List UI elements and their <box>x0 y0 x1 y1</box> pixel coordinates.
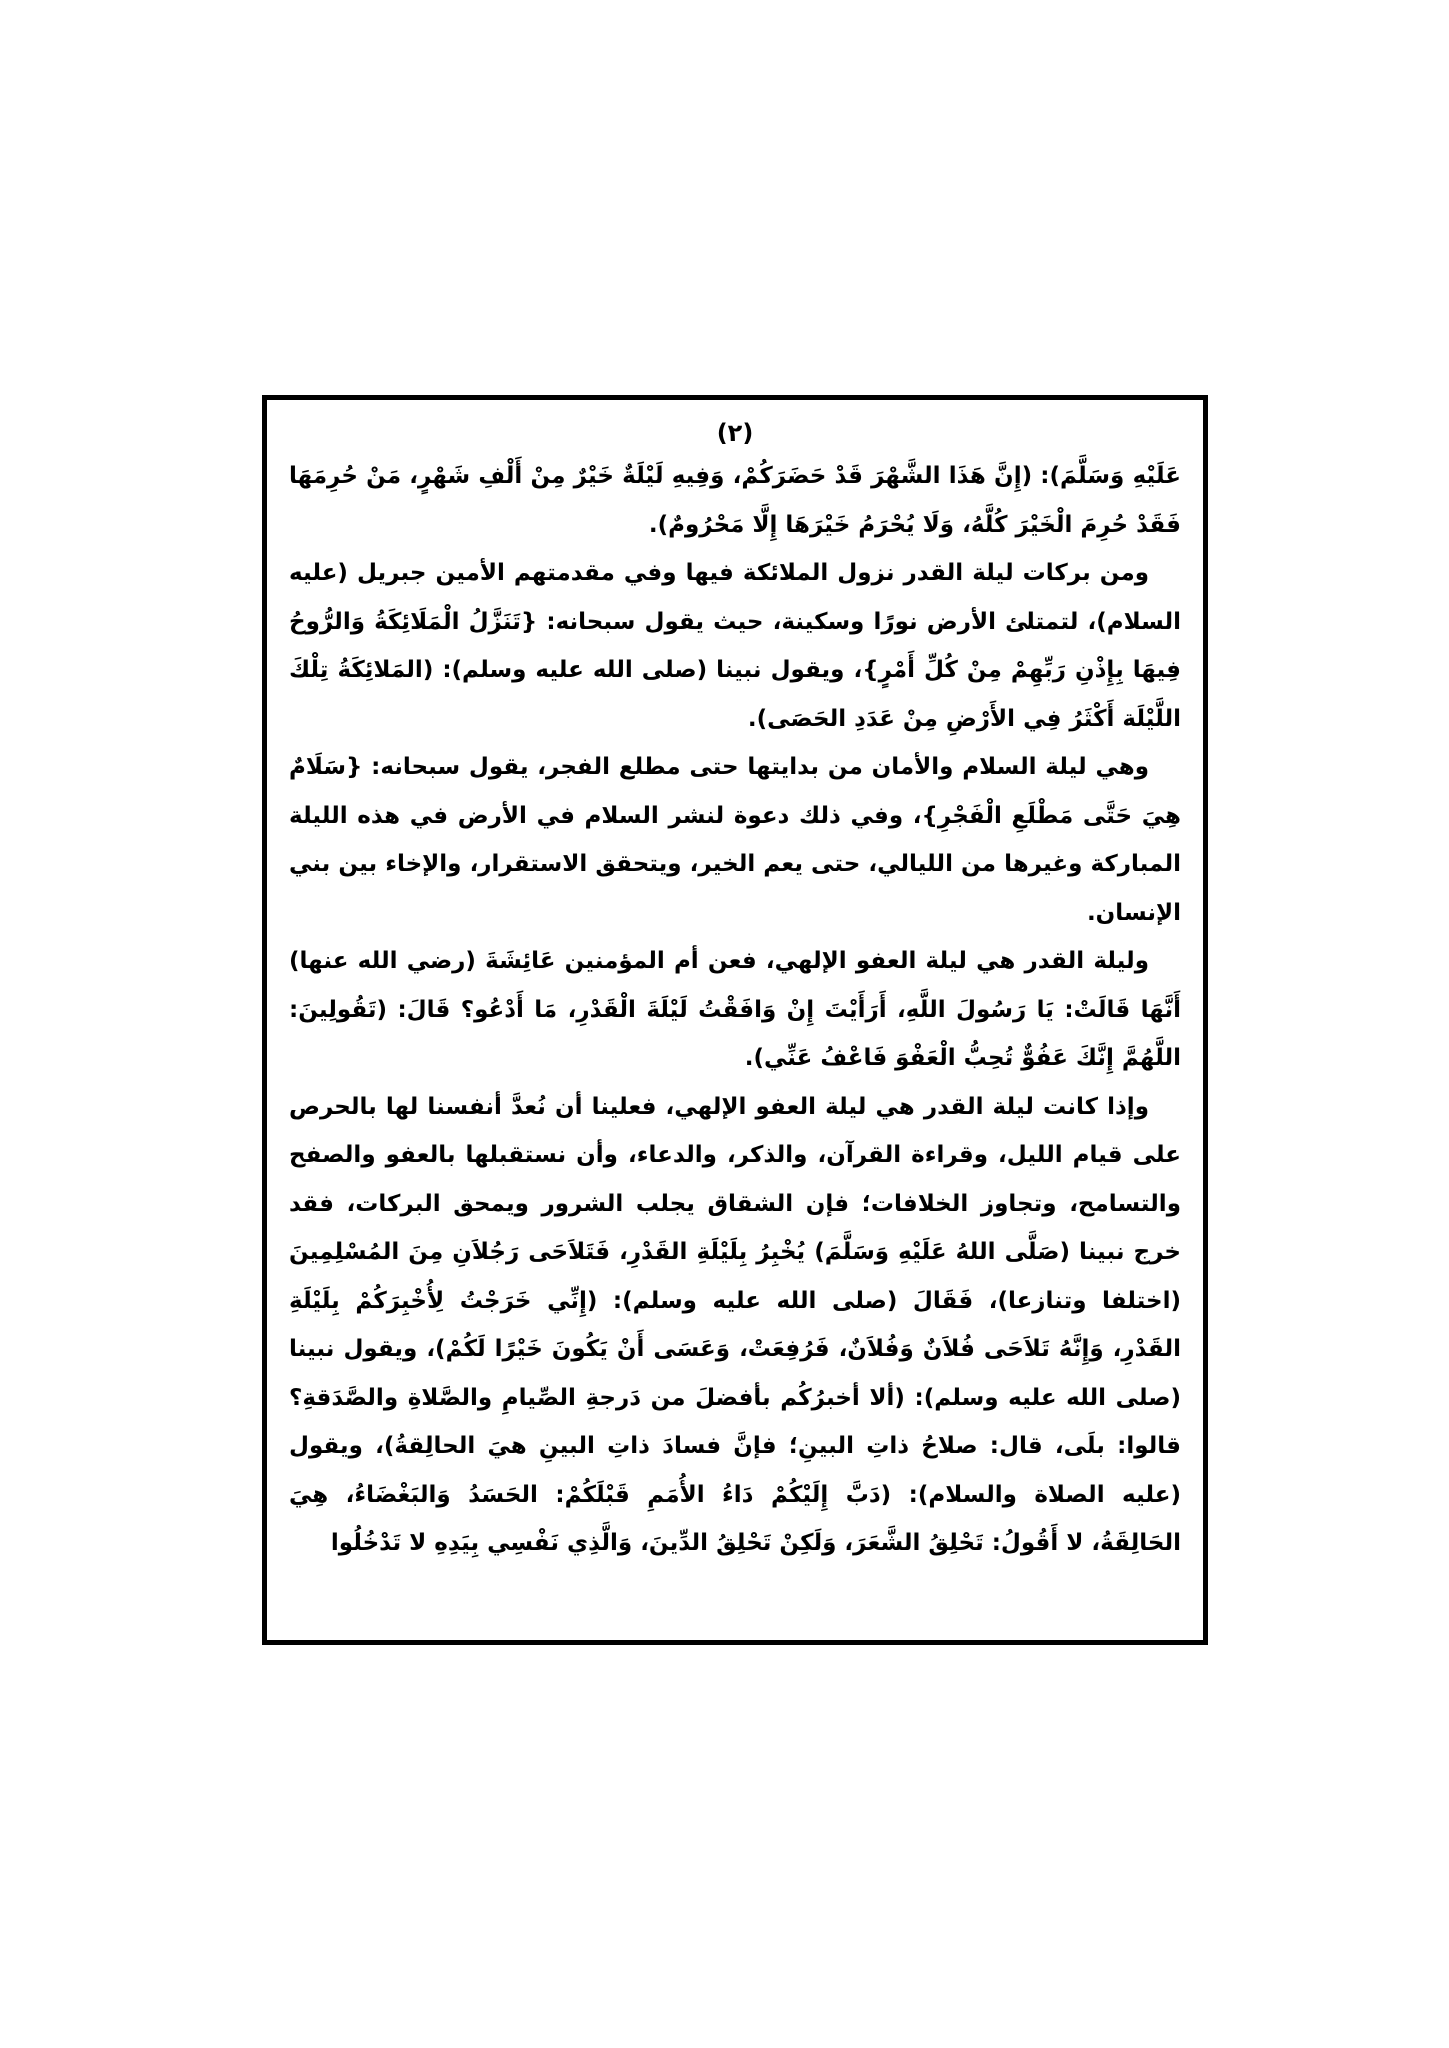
paragraph-angels-descent: ومن بركات ليلة القدر نزول الملائكة فيها وفي مقدمتهم الأمين جبريل (عليه السلام)، لتمتلئ الأرض نورًا وسكينة، حيث يقول سبحانه: {تَنَزَّلُ الْمَلَائِكَةُ وَالرُّوحُ فِيهَا بِإِذْنِ رَبِّهِمْ مِنْ كُلِّ أَمْرٍ}، ويقول نبينا (صلى الله عليه وسلم): (المَلائِكَةُ تِلْكَ اللَّيْلَة أَكْثَرُ فِي الأَرْضِ مِنْ عَدَدِ الحَصَى). <box>289 560 1181 732</box>
paragraph-night-of-peace: وهي ليلة السلام والأمان من بدايتها حتى مطلع الفجر، يقول سبحانه: {سَلَامٌ هِيَ حَتَّى مَطْلَعِ الْفَجْرِ}، وفي ذلك دعوة لنشر السلام في الأرض في هذه الليلة المباركة وغيرها من الليالي، حتى يعم الخير، ويتحقق الاستقرار، والإخاء بين بني الإنسان. <box>289 754 1181 926</box>
page-frame <box>262 395 1208 1645</box>
body-text <box>289 452 1181 1568</box>
paragraph-night-of-pardon: وليلة القدر هي ليلة العفو الإلهي، فعن أم المؤمنين عَائِشَةَ (رضي الله عنها) أَنَّهَا قَالَتْ: يَا رَسُولَ اللَّهِ، أَرَأَيْتَ إِنْ وَافَقْتُ لَيْلَةَ الْقَدْرِ، مَا أَدْعُو؟ قَالَ: (تَقُولِينَ: اللَّهُمَّ إِنَّكَ عَفُوٌّ تُحِبُّ الْعَفْوَ فَاعْفُ عَنِّي). <box>289 948 1181 1071</box>
page-number: (٢) <box>716 419 754 447</box>
paragraph-hadith-continuation: عَلَيْهِ وَسَلَّمَ): (إِنَّ هَذَا الشَّهْرَ قَدْ حَضَرَكُمْ، وَفِيهِ لَيْلَةٌ خَيْرٌ مِنْ أَلْفِ شَهْرٍ، مَنْ حُرِمَهَا فَقَدْ حُرِمَ الْخَيْرَ كُلَّهُ، وَلَا يُحْرَمُ خَيْرَهَا إِلَّا مَحْرُومٌ). <box>289 463 1181 538</box>
paragraph-preparation-and-reconciliation: وإذا كانت ليلة القدر هي ليلة العفو الإلهي، فعلينا أن نُعدَّ أنفسنا لها بالحرص على قيام الليل، وقراءة القرآن، والذكر، والدعاء، وأن نستقبلها بالعفو والصفح والتسامح، وتجاوز الخلافات؛ فإن الشقاق يجلب الشرور ويمحق البركات، فقد خرج نبينا (صَلَّى اللهُ عَلَيْهِ وَسَلَّمَ) يُخْبِرُ بِلَيْلَةِ القَدْرِ، فَتَلاَحَى رَجُلاَنِ مِنَ المُسْلِمِينَ (اختلفا وتنازعا)، فَقَالَ (صلى الله عليه وسلم): (إِنِّي خَرَجْتُ لِأُخْبِرَكُمْ بِلَيْلَةِ القَدْرِ، وَإِنَّهُ تَلاَحَى فُلاَنٌ وَفُلاَنٌ، فَرُفِعَتْ، وَعَسَى أَنْ يَكُونَ خَيْرًا لَكُمْ)، ويقول نبينا (صلى الله عليه وسلم): (ألا أخبرُكُم بأفضلَ من دَرجةِ الصِّيامِ والصَّلاةِ والصَّدَقةِ؟ قالوا: بلَى، قال: صلاحُ ذاتِ البينِ؛ فإنَّ فسادَ ذاتِ البينِ هيَ الحالِقةُ)، ويقول (عليه الصلاة والسلام): (دَبَّ إِلَيْكُمْ دَاءُ الأُمَمِ قَبْلَكُمْ: الحَسَدُ وَالبَغْضَاءُ، هِيَ الحَالِقَةُ، لا أَقُولُ: تَحْلِقُ الشَّعَرَ، وَلَكِنْ تَحْلِقُ الدِّينَ، وَالَّذِي نَفْسِي بِيَدِهِ لا تَدْخُلُوا <box>289 1093 1181 1556</box>
